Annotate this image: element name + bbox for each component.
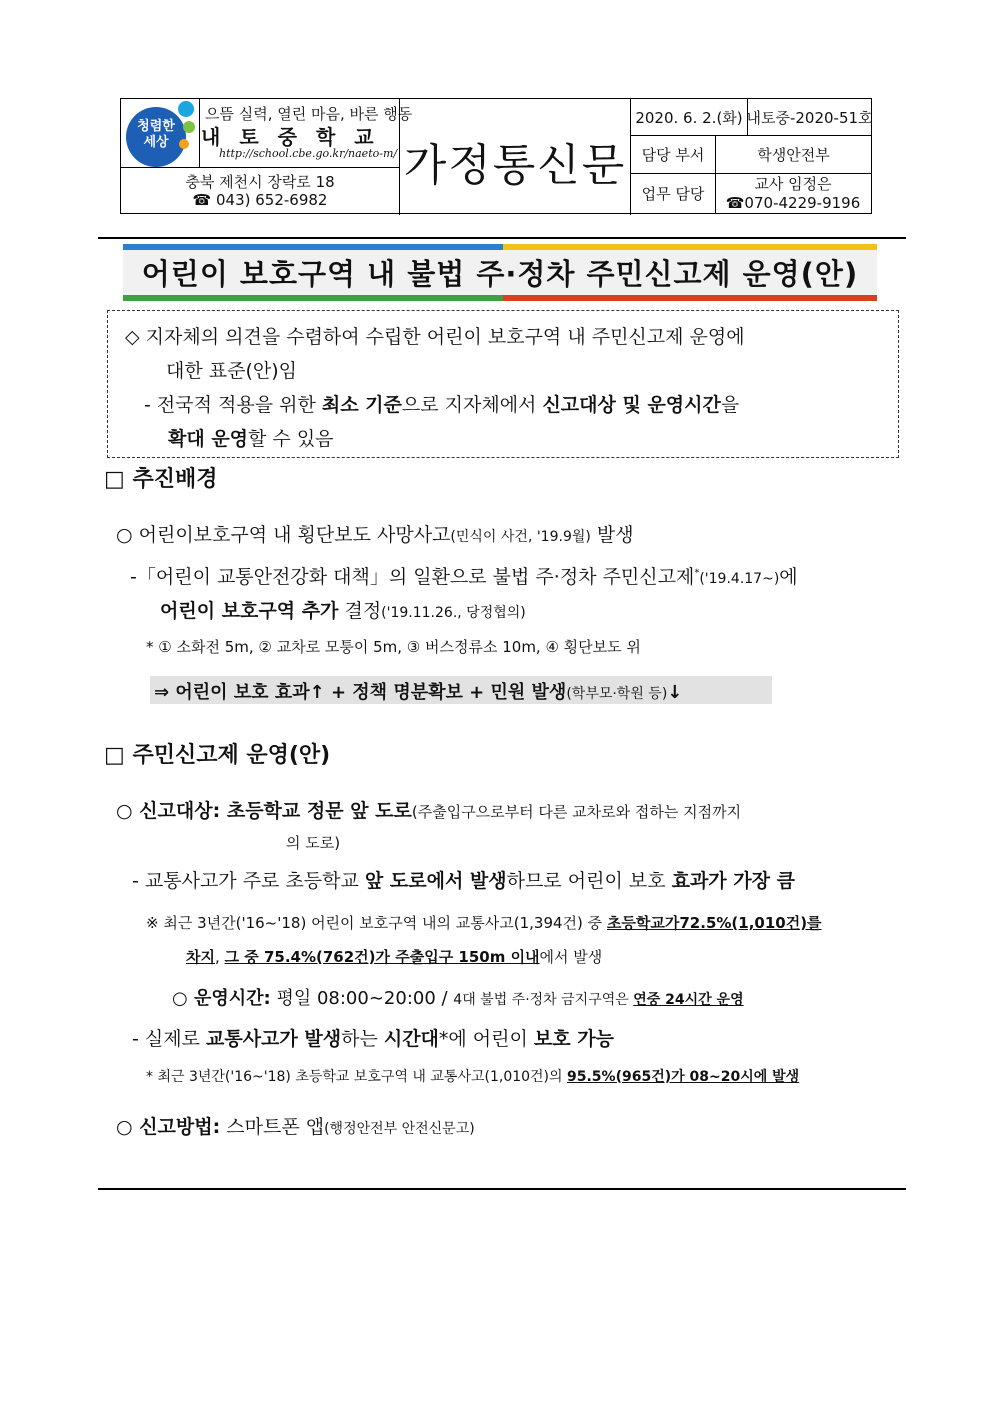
staff-name: 교사 임정은 [754, 174, 832, 193]
staff-phone: ☎070-4229-9196 [725, 194, 861, 212]
intro-line-3: - 전국적 적용을 위한 최소 기준으로 지자체에서 신고대상 및 운영시간을 [144, 394, 740, 416]
header-table [120, 98, 872, 214]
background-item-1: ○ 어린이보호구역 내 횡단보도 사망사고(민식이 사건, '19.9월) 발생 [116, 524, 634, 546]
background-item-2: -「어린이 교통안전강화 대책」의 일환으로 불법 주·정차 주민신고제*('19.4.17~)에 [130, 566, 798, 588]
document-title: 가정통신문 [403, 140, 627, 191]
reference-line-2: 차지, 그 중 75.4%(762건)가 주출입구 150m 이내에서 발생 [186, 948, 603, 966]
staff-label: 업무 담당 [631, 173, 715, 213]
hours-reason: - 실제로 교통사고가 발생하는 시간대*에 어린이 보호 가능 [132, 1028, 614, 1050]
logo-text-2: 세상 [143, 135, 169, 150]
intro-line-1: ◇ 지자체의 의견을 수렴하여 수립한 어린이 보호구역 내 주민신고제 운영에 [125, 326, 745, 348]
school-phone: ☎ 043) 652-6982 [192, 191, 328, 209]
reference-line-1: ※ 최근 3년간('16~'18) 어린이 보호구역 내의 교통사고(1,394건) 중 초등학교가72.5%(1,010건)를 [146, 914, 822, 932]
section-heading-operation: □ 주민신고제 운영(안) [104, 743, 331, 768]
section-heading-background: □ 추진배경 [104, 467, 218, 492]
target-line-2: 의 도로) [286, 834, 341, 852]
school-url[interactable]: http://school.cbe.go.kr/naeto-m/ [219, 147, 398, 160]
date: 2020. 6. 2.(화) [635, 108, 743, 127]
background-item-3: 어린이 보호구역 추가 결정('19.11.26., 당정협의) [160, 600, 526, 622]
school-name: 내토중학교 [201, 125, 393, 149]
hours-note: * 최근 3년간('16~'18) 초등학교 보호구역 내 교통사고(1,010건)의 95.5%(965건)가 08~20시에 발생 [146, 1069, 800, 1085]
dept-label: 담당 부서 [631, 135, 715, 173]
background-note: * ① 소화전 5m, ② 교차로 모퉁이 5m, ③ 버스정류소 10m, ④ 횡단보도 위 [146, 638, 641, 656]
document-number: 내토중-2020-51호 [747, 99, 871, 135]
dept-value: 학생안전부 [715, 135, 871, 173]
report-method: ○ 신고방법: 스마트폰 앱(행정안전부 안전신문고) [116, 1116, 475, 1138]
target-line-1: ○ 신고대상: 초등학교 정문 앞 도로(주출입구으로부터 다른 교차로와 접하는 지점까지 [116, 800, 742, 822]
result-line: ⇒ 어린이 보호 효과↑ + 정책 명분확보 + 민원 발생(학부모·학원 등)↓ [154, 682, 683, 703]
bottom-divider [98, 1188, 906, 1190]
target-reason: - 교통사고가 주로 초등학교 앞 도로에서 발생하므로 어린이 보호 효과가 가장 큼 [132, 870, 795, 892]
school-motto: 으뜸 실력, 열린 마음, 바른 행동 [205, 105, 413, 123]
operating-hours: ○ 운영시간: 평일 08:00∼20:00 / 4대 불법 주·정차 금지구역은 연중 24시간 운영 [172, 988, 744, 1009]
intro-line-4: 확대 운영할 수 있음 [168, 428, 334, 450]
school-address: 충북 제천시 장락로 18 [185, 173, 335, 191]
main-title: 어린이 보호구역 내 불법 주·정차 주민신고제 운영(안) [141, 257, 859, 291]
school-logo [121, 99, 199, 167]
logo-text-1: 청렴한 [137, 119, 175, 134]
intro-line-2: 대한 표준(안)임 [166, 360, 297, 382]
top-divider [98, 237, 906, 239]
